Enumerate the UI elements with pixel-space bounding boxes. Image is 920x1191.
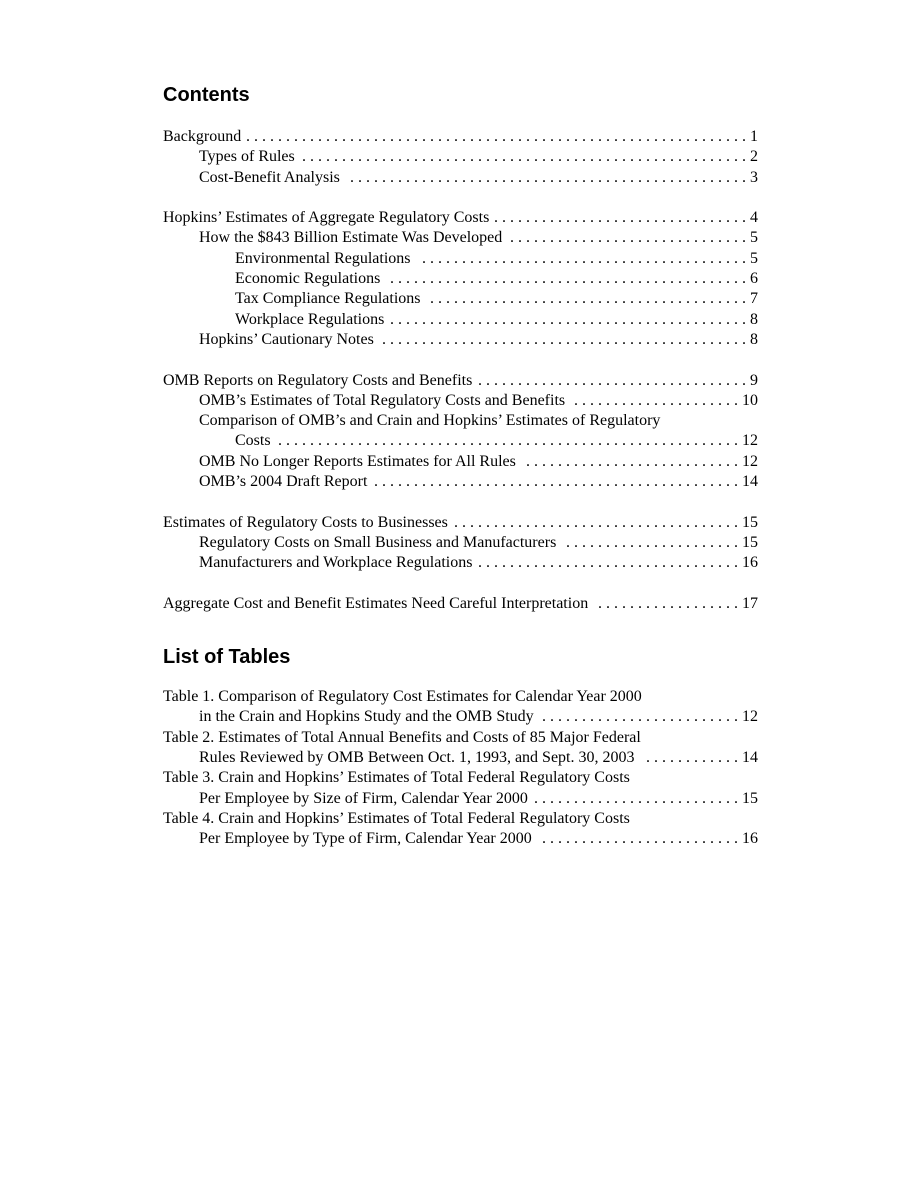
toc-entry-label: Aggregate Cost and Benefit Estimates Need Careful Interpretation: [163, 594, 589, 612]
tables-list: [163, 687, 758, 849]
toc-entry-page-number: 5: [750, 229, 758, 247]
dot-leader: [538, 829, 738, 849]
toc-entry[interactable]: [163, 472, 758, 492]
dot-leader: [522, 452, 738, 472]
toc-entry[interactable]: [163, 127, 758, 147]
toc-entry-label: Hopkins’ Estimates of Aggregate Regulatory Costs: [163, 209, 490, 227]
toc-entry-page-number: 9: [750, 371, 758, 389]
toc-page: [163, 84, 758, 850]
toc-entry-label: Per Employee by Type of Firm, Calendar Year 2000: [199, 830, 532, 848]
toc-entry[interactable]: [163, 168, 758, 188]
table-entry[interactable]: [163, 707, 758, 727]
contents-heading: Contents: [163, 84, 250, 106]
toc-entry-label: in the Crain and Hopkins Study and the OMB Study: [199, 708, 534, 726]
toc-entry-page-number: 15: [742, 789, 758, 807]
toc-entry-label: OMB Reports on Regulatory Costs and Benefits: [163, 371, 473, 389]
toc-entry[interactable]: [163, 228, 758, 248]
toc-entry-page-number: 4: [750, 209, 758, 227]
toc-entry-page-number: 14: [742, 749, 758, 767]
toc-group: [163, 513, 758, 574]
toc-entry[interactable]: [163, 269, 758, 289]
table-entry-title: Table 1. Comparison of Regulatory Cost Estimates for Calendar Year 2000: [163, 688, 642, 706]
toc-entry-page-number: 5: [750, 249, 758, 267]
toc-entry[interactable]: [163, 208, 758, 228]
toc-entry-label: Per Employee by Size of Firm, Calendar Year 2000: [199, 789, 528, 807]
toc-entry[interactable]: [163, 431, 758, 451]
toc-entry-label: How the $843 Billion Estimate Was Developed: [199, 229, 503, 247]
toc-entry-page-number: 2: [750, 148, 758, 166]
toc-entry-label: Background: [163, 128, 242, 145]
dot-leader: [571, 391, 738, 411]
dot-leader: [478, 553, 738, 573]
toc-entry-first-line: Comparison of OMB’s and Crain and Hopkins’ Estimates of Regulatory: [199, 412, 661, 430]
toc-entry-label: Regulatory Costs on Small Business and Manufacturers: [199, 533, 557, 551]
toc-entry-label: Workplace Regulations: [235, 310, 385, 328]
toc-entry-page-number: 15: [742, 513, 758, 531]
toc-entry-label: Tax Compliance Regulations: [235, 290, 421, 308]
toc-entry-label: Economic Regulations: [235, 270, 381, 288]
dot-leader: [534, 789, 738, 809]
toc-group: [163, 127, 758, 188]
toc-entry[interactable]: [163, 553, 758, 573]
toc-entry-label: Manufacturers and Workplace Regulations: [199, 554, 473, 572]
dot-leader: [380, 330, 746, 350]
dot-leader: [373, 472, 738, 492]
toc-entry[interactable]: [163, 513, 758, 533]
table-entry-title: Table 4. Crain and Hopkins’ Estimates of Total Federal Regulatory Costs: [163, 809, 630, 827]
dot-leader: [427, 289, 746, 309]
toc-entry[interactable]: [163, 289, 758, 309]
dot-leader: [417, 249, 746, 269]
toc-entry-page-number: 12: [742, 432, 758, 450]
table-entry[interactable]: [163, 748, 758, 768]
dot-leader: [277, 431, 738, 451]
toc-group: [163, 371, 758, 493]
dot-leader: [390, 310, 746, 330]
toc-entry-label: Types of Rules: [199, 148, 295, 166]
dot-leader: [478, 371, 746, 391]
toc-entry[interactable]: [163, 330, 758, 350]
dot-leader: [346, 168, 746, 188]
toc-entry[interactable]: [163, 452, 758, 472]
toc-entry-label: Environmental Regulations: [235, 249, 411, 267]
toc-entry-page-number: 1: [750, 128, 758, 145]
toc-group: [163, 594, 758, 614]
toc-group: [163, 208, 758, 350]
toc-entry[interactable]: [163, 147, 758, 167]
toc-entry-page-number: 6: [750, 270, 758, 288]
contents-list: [163, 127, 758, 614]
dot-leader: [641, 748, 739, 768]
dot-leader: [508, 228, 746, 248]
toc-entry-page-number: 12: [742, 452, 758, 470]
dot-leader: [386, 269, 746, 289]
toc-entry-label: OMB’s 2004 Draft Report: [199, 473, 368, 491]
toc-entry-label: OMB’s Estimates of Total Regulatory Costs and Benefits: [199, 391, 566, 409]
toc-entry-label: Costs: [235, 432, 271, 450]
toc-entry-page-number: 16: [742, 554, 758, 572]
toc-entry-label: Hopkins’ Cautionary Notes: [199, 330, 374, 348]
toc-entry[interactable]: [163, 533, 758, 553]
table-entry-title: Table 2. Estimates of Total Annual Benefits and Costs of 85 Major Federal: [163, 728, 641, 746]
list-of-tables-heading: List of Tables: [163, 646, 291, 669]
toc-entry[interactable]: [163, 249, 758, 269]
toc-entry-page-number: 8: [750, 330, 758, 348]
table-entry[interactable]: [163, 829, 758, 849]
table-entry-title: Table 3. Crain and Hopkins’ Estimates of Total Federal Regulatory Costs: [163, 769, 630, 787]
dot-leader: [495, 208, 746, 228]
table-entry[interactable]: [163, 789, 758, 809]
toc-entry-page-number: 12: [742, 708, 758, 726]
toc-entry-label: OMB No Longer Reports Estimates for All Rules: [199, 452, 516, 470]
toc-entry[interactable]: [163, 594, 758, 614]
toc-entry-page-number: 7: [750, 290, 758, 308]
dot-leader: [540, 707, 738, 727]
dot-leader: [562, 533, 738, 553]
toc-entry-page-number: 10: [742, 391, 758, 409]
toc-entry[interactable]: [163, 371, 758, 391]
dot-leader: [247, 127, 746, 147]
toc-entry-label: Rules Reviewed by OMB Between Oct. 1, 1993, and Sept. 30, 2003: [199, 749, 635, 767]
toc-entry-page-number: 17: [742, 594, 758, 612]
toc-entry-page-number: 15: [742, 533, 758, 551]
toc-entry[interactable]: [163, 391, 758, 411]
dot-leader: [454, 513, 738, 533]
toc-entry-page-number: 16: [742, 830, 758, 848]
dot-leader: [594, 594, 738, 614]
toc-entry[interactable]: [163, 310, 758, 330]
toc-entry-label: Cost-Benefit Analysis: [199, 168, 340, 186]
toc-entry-page-number: 8: [750, 310, 758, 328]
toc-entry-page-number: 3: [750, 168, 758, 186]
toc-entry-page-number: 14: [742, 473, 758, 491]
dot-leader: [301, 147, 746, 167]
toc-entry-label: Estimates of Regulatory Costs to Businesses: [163, 513, 448, 531]
